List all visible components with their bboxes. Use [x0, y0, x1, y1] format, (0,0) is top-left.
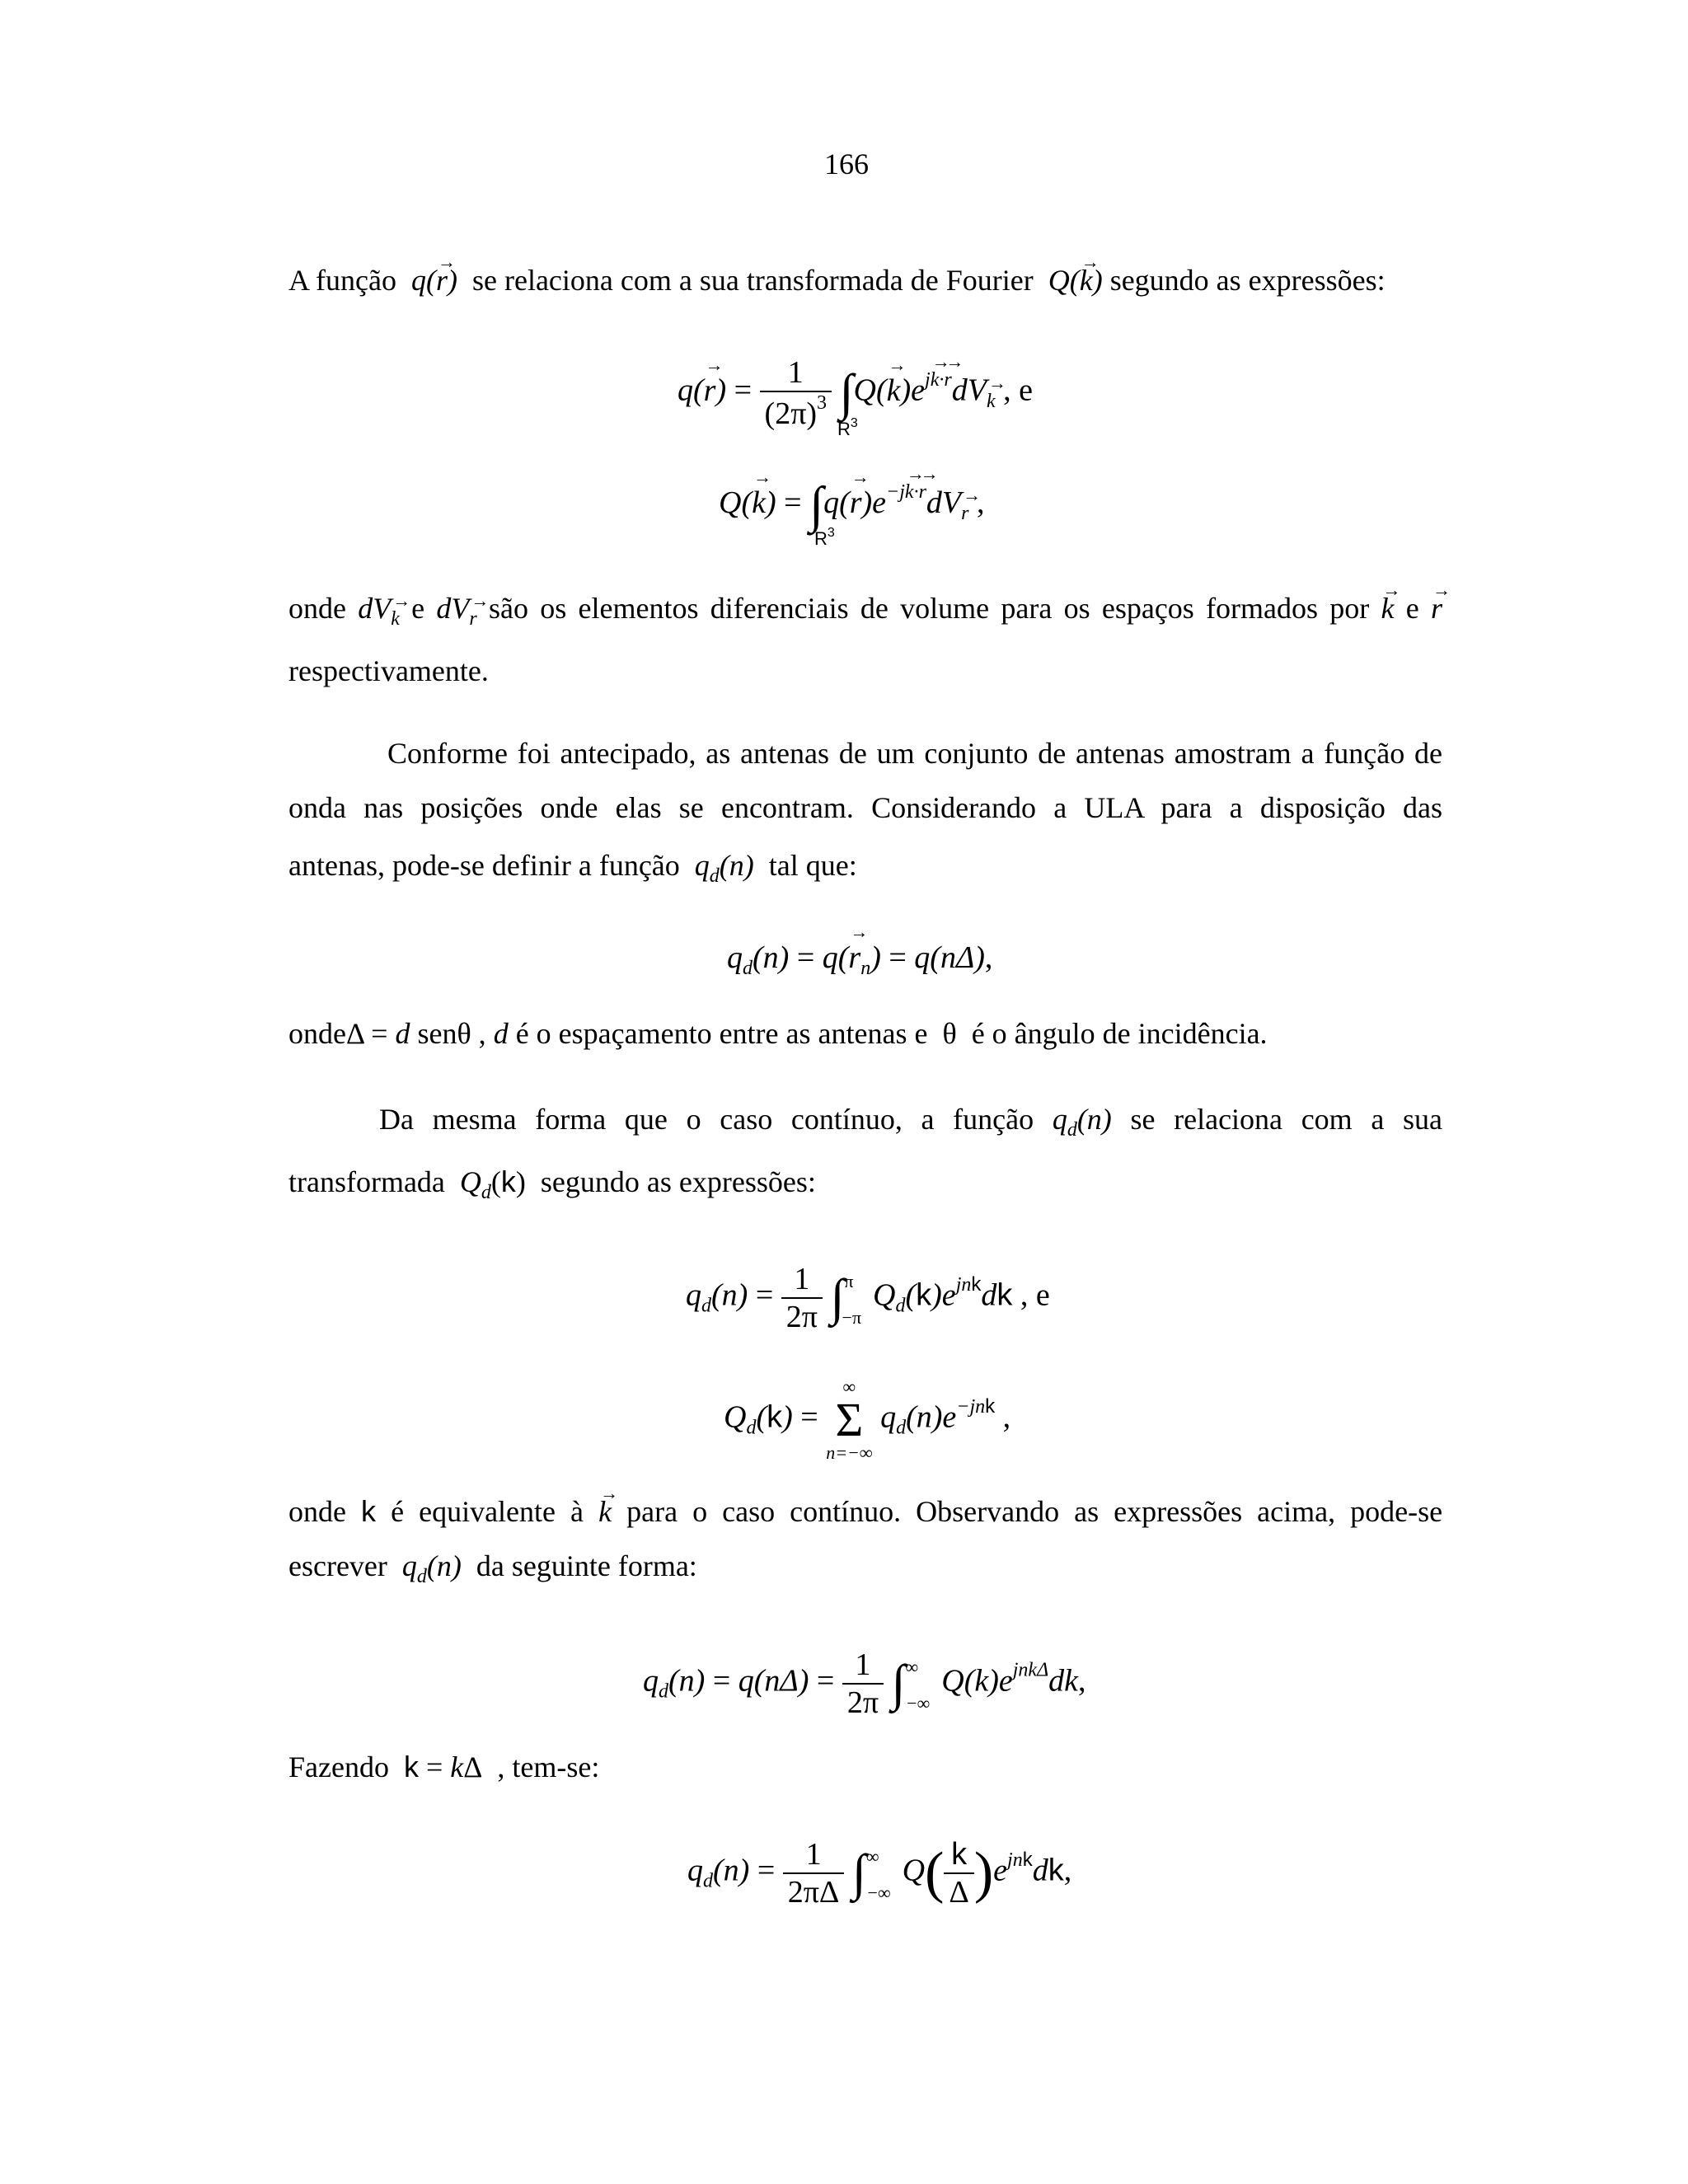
text: e [1405, 592, 1419, 625]
paragraph-6-line-2: escrever $q_d(n)$ da seguinte forma: [288, 1549, 697, 1587]
text: transformada [288, 1165, 445, 1198]
text: tal que: [768, 849, 857, 882]
suffix: , [1002, 1399, 1011, 1435]
text: onde [288, 1017, 346, 1050]
text: , tem-se: [497, 1750, 600, 1783]
text: são os elementos diferenciais de volume para os espaços formados por [489, 592, 1370, 625]
text: A função [288, 264, 396, 297]
paragraph-5-line-1: Da mesma forma que o caso contínuo, a função $q_d(n)$ se relaciona com a sua [379, 1103, 1442, 1141]
text: antenas, pode-se definir a função [288, 849, 680, 882]
page-number: 166 [824, 148, 869, 180]
paragraph-5-line-2: transformada $Q_d(k)$ segundo as expressões: [288, 1165, 816, 1203]
paragraph-3-line-2: onda nas posições onde elas se encontram. Considerando a ULA para a disposição das [288, 791, 1442, 824]
equation-final: $q_d(n)$ = $\frac{1}{2\pi\Delta}$ $\int^\infty_{-\infty}Q$( $\frac{k}{\Delta}$ )$e^{jnk}dk$, [687, 1836, 1072, 1910]
text: é o espaçamento entre as antenas e [515, 1017, 928, 1050]
paragraph-2-line-1: onde $dV_k \to e$ $dV_r$ → são os elementos diferenciais de volume para os espaços formados por k → e r → [288, 588, 1442, 639]
integral-domain-label: $R^3$ [837, 416, 858, 439]
suffix: , e [1020, 1277, 1050, 1313]
text: é o ângulo de incidência. [971, 1017, 1268, 1050]
text: é equivalente à [391, 1495, 584, 1528]
text: se relaciona com a sua [1130, 1103, 1442, 1136]
paragraph-3-line-3: antenas, pode-se definir a função $q_d(n)$ tal que: [288, 849, 857, 887]
equation-sampled-integral: $q_d(n) = q(n\Delta)$ = $\frac{1}{2\pi}$ $\int^\infty_{-\infty}Q(k)e^{jnk\Delta}dk$, [643, 1647, 1086, 1720]
equation-discrete-inverse: $q_d(n)$ = $\frac{1}{2\pi}$ $\int^\pi_{-\pi}Q_d(k)e^{jnk}dk$ , e [686, 1262, 1050, 1334]
paragraph-4: ondeΔ = d senθ , d é o espaçamento entre as antenas e θ é o ângulo de incidência. [288, 1017, 1268, 1050]
text: e [411, 592, 425, 625]
text: Da mesma forma que o caso contínuo, a função [379, 1103, 1034, 1136]
text: segundo as expressões: [1109, 264, 1386, 297]
suffix: , e [1003, 373, 1033, 408]
fraction: $\frac{1}{(2\pi)^3}$ [760, 354, 832, 432]
equation-discrete-forward: $Q_d(k)$ = ∞ Σ n=−∞ $q_d(n)e^{-jnk}$ , [724, 1376, 1011, 1463]
suffix: , [976, 485, 985, 521]
integral-domain-label: $R^3$ [814, 526, 835, 549]
paragraph-3-line-1: Conforme foi antecipado, as antenas de um conjunto de antenas amostram a função de [387, 737, 1442, 770]
text: onde [288, 592, 346, 625]
inline-math-q-r: q(r →) [404, 264, 465, 297]
text: para o caso contínuo. Observando as expressões acima, pode-se [626, 1495, 1443, 1528]
paragraph-1 [288, 260, 1386, 300]
text: onde [288, 1495, 346, 1528]
text: se relaciona com a sua transformada de Fourier [471, 264, 1034, 297]
paragraph-7: Fazendo k = kΔ , tem-se: [288, 1750, 600, 1783]
text: Fazendo [288, 1750, 389, 1783]
equation-sampled-function: $q_d(n) = q(r \to_n) = q(n\Delta)$, [727, 940, 992, 980]
equation-fourier-forward: Q(k →) = $\int q(r \to)e^{-jk \to\cdot r} \to dV_r$ → , [719, 476, 984, 535]
text: da seguinte forma: [476, 1549, 697, 1582]
paragraph-2-line-2: respectivamente. [288, 654, 489, 687]
paragraph-6-line-1: onde k é equivalente à k → para o caso contínuo. Observando as expressões acima, pode-se [288, 1492, 1442, 1531]
text: escrever [288, 1549, 387, 1582]
inline-math-Q-k: Q(k →) [1041, 264, 1103, 297]
text: segundo as expressões: [540, 1165, 816, 1198]
equation-fourier-inverse: q(r →) = $\frac{1}{(2\pi)^3}$ $\int Q(k \to)e^{jk \to\cdot r} \to dV_k$ → , e [678, 354, 1033, 432]
